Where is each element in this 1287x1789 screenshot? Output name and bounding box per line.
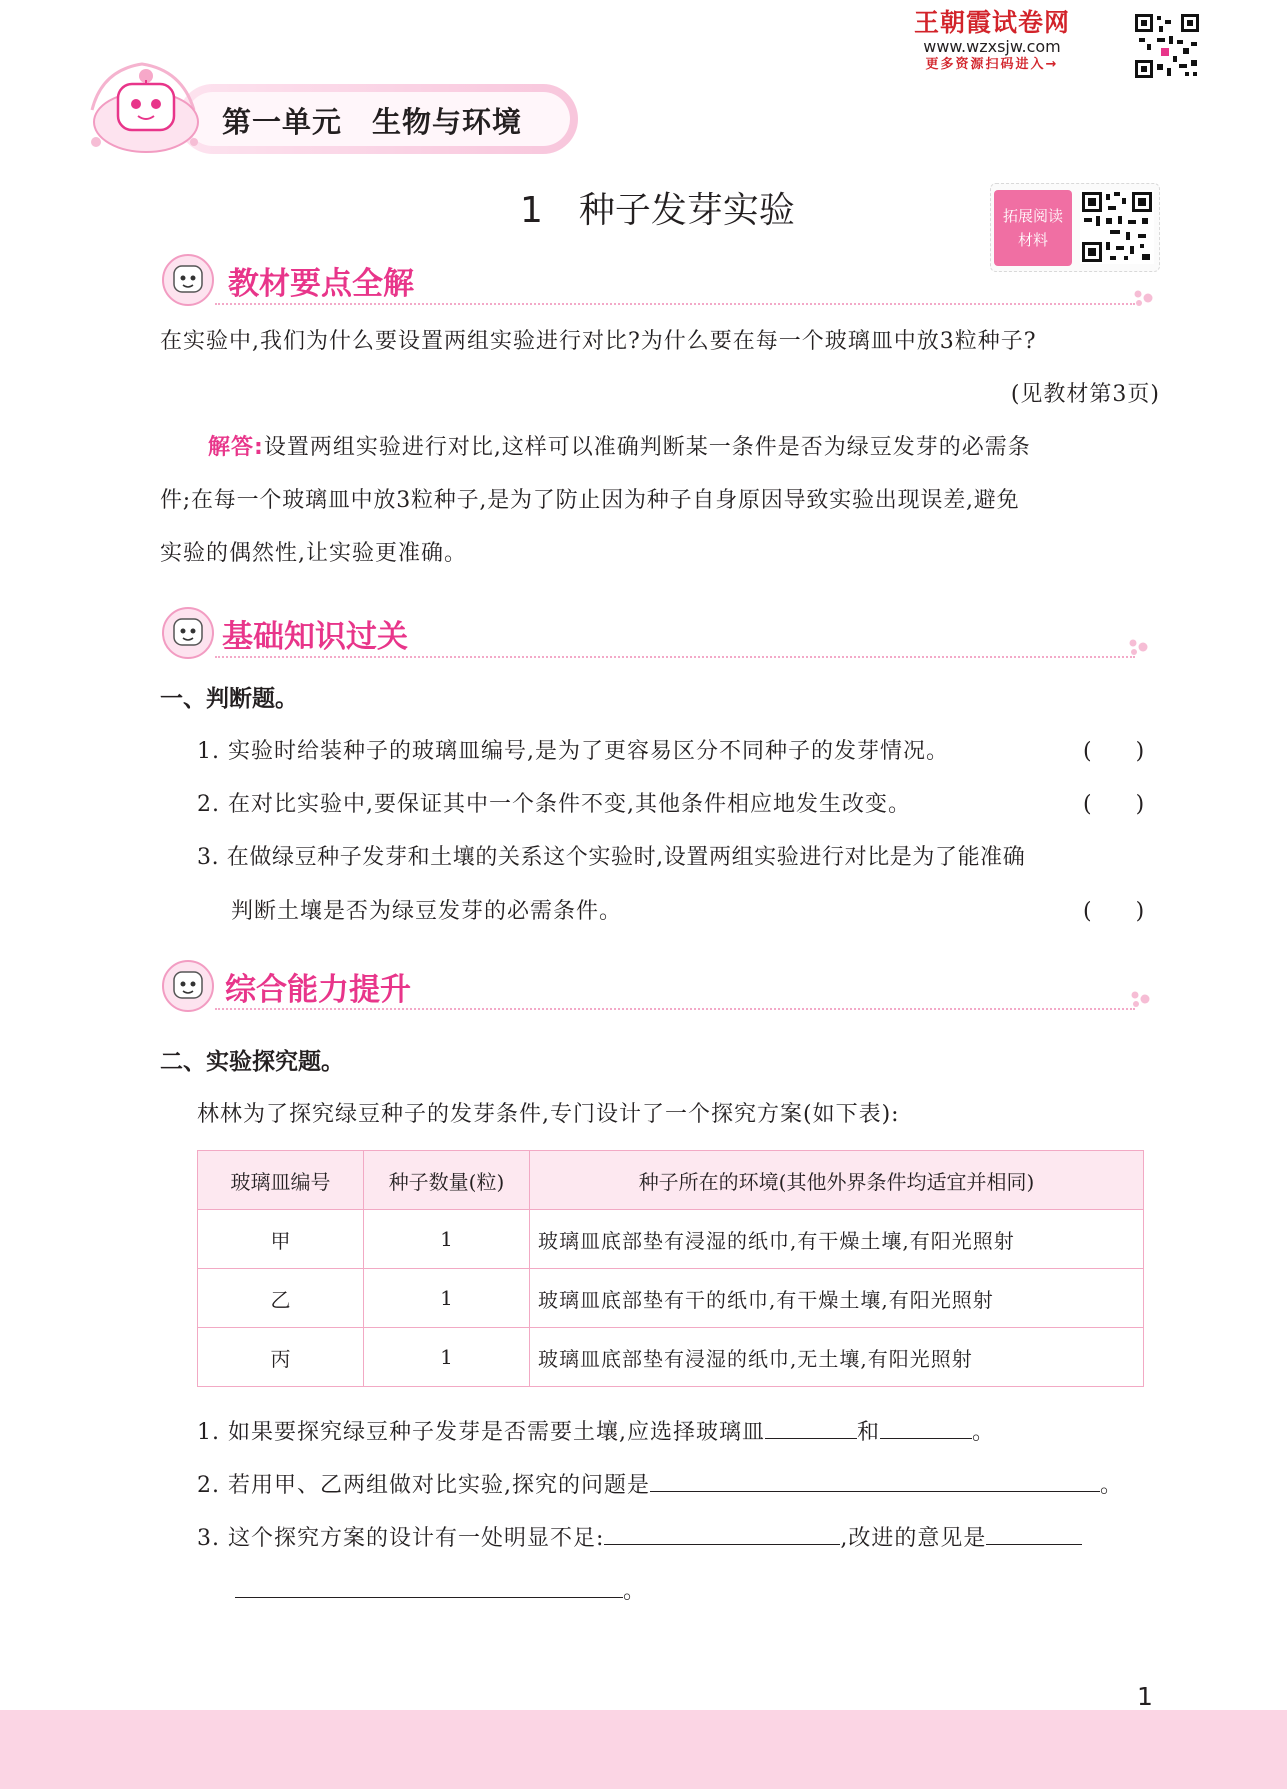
fill-question-3-continuation xyxy=(235,1574,646,1605)
section-title-comprehensive: 综合能力提升 xyxy=(225,972,411,1008)
experiment-heading: 二、实验探究题。 xyxy=(160,1049,344,1075)
page-number: 1 xyxy=(1137,1682,1153,1711)
fill-blank[interactable] xyxy=(880,1416,972,1439)
section-divider xyxy=(215,303,1135,305)
fill-question-3 xyxy=(197,1521,1082,1552)
judgment-question-3-line-2: 判断土壤是否为绿豆发芽的必需条件。 xyxy=(231,899,623,924)
section-divider xyxy=(215,1008,1135,1010)
brand-qr-code-icon[interactable] xyxy=(1133,12,1201,80)
table-cell: 玻璃皿底部垫有浸湿的纸巾,无土壤,有阳光照射 xyxy=(530,1328,1144,1387)
experiment-table xyxy=(197,1150,1144,1387)
table-row xyxy=(198,1210,1144,1269)
table-cell: 1 xyxy=(364,1269,530,1328)
experiment-intro: 林林为了探究绿豆种子的发芽条件,专门设计了一个探究方案(如下表): xyxy=(197,1102,900,1127)
brand-name: 王朝霞试卷网 xyxy=(913,8,1070,37)
lesson-title: 1 种子发芽实验 xyxy=(520,190,795,231)
extension-qr-code-icon[interactable] xyxy=(1080,190,1154,264)
decoration-dots-icon xyxy=(1127,989,1157,1009)
table-cell: 玻璃皿底部垫有浸湿的纸巾,有干燥土壤,有阳光照射 xyxy=(530,1210,1144,1269)
fill-blank[interactable] xyxy=(986,1522,1082,1545)
fill-question-3-end: 。 xyxy=(623,1579,647,1604)
table-header-cell: 种子数量(粒) xyxy=(364,1151,530,1210)
fill-question-2 xyxy=(197,1468,1123,1499)
table-cell: 玻璃皿底部垫有干的纸巾,有干燥土壤,有阳光照射 xyxy=(530,1269,1144,1328)
judgment-question-2: 2. 在对比实验中,要保证其中一个条件不变,其他条件相应地发生改变。 xyxy=(197,792,911,817)
decoration-dots-icon xyxy=(1125,637,1155,657)
judgment-question-1: 1. 实验时给装种子的玻璃皿编号,是为了更容易区分不同种子的发芽情况。 xyxy=(197,739,949,764)
brand-note: 更多资源扫码进入→ xyxy=(925,57,1059,72)
table-cell: 甲 xyxy=(198,1210,364,1269)
section-title-textbook-points: 教材要点全解 xyxy=(228,266,414,302)
fill-question-3-mid: ,改进的意见是 xyxy=(840,1526,987,1551)
mascot-icon xyxy=(82,50,212,160)
table-cell: 乙 xyxy=(198,1269,364,1328)
fill-blank[interactable] xyxy=(650,1469,1100,1492)
judgment-question-3-line-1: 3. 在做绿豆种子发芽和土壤的关系这个实验时,设置两组实验进行对比是为了能准确 xyxy=(197,845,1026,870)
answer-line-3: 实验的偶然性,让实验更准确。 xyxy=(160,541,467,566)
extension-reading-label[interactable] xyxy=(994,190,1072,266)
answer-line-1 xyxy=(208,421,1158,475)
textbook-question: 在实验中,我们为什么要设置两组实验进行对比?为什么要在每一个玻璃皿中放3粒种子? xyxy=(160,329,1037,354)
answer-line-2: 件;在每一个玻璃皿中放3粒种子,是为了防止因为种子自身原因导致实验出现误差,避免 xyxy=(160,488,1020,513)
table-cell: 1 xyxy=(364,1210,530,1269)
table-header-cell: 种子所在的环境(其他外界条件均适宜并相同) xyxy=(530,1151,1144,1210)
unit-title: 第一单元 生物与环境 xyxy=(222,105,523,139)
judgment-heading: 一、判断题。 xyxy=(160,686,298,712)
section-mascot-icon xyxy=(158,958,218,1014)
answer-paren-3[interactable]: ( ) xyxy=(1083,899,1145,924)
fill-blank[interactable] xyxy=(604,1522,840,1545)
fill-question-1-end: 。 xyxy=(972,1420,996,1445)
fill-question-2-text: 2. 若用甲、乙两组做对比实验,探究的问题是 xyxy=(197,1473,650,1498)
section-mascot-icon xyxy=(158,605,218,661)
brand-url[interactable]: www.wzxsjw.com xyxy=(923,37,1061,56)
extension-reading-line2: 材料 xyxy=(1017,231,1048,249)
fill-blank[interactable] xyxy=(235,1575,623,1598)
answer-text-1: 设置两组实验进行对比,这样可以准确判断某一条件是否为绿豆发芽的必需条 xyxy=(263,435,1031,460)
brand-block xyxy=(914,10,1070,71)
table-cell: 1 xyxy=(364,1328,530,1387)
table-header-row xyxy=(198,1151,1144,1210)
fill-question-3-text: 3. 这个探究方案的设计有一处明显不足: xyxy=(197,1526,605,1551)
section-mascot-icon xyxy=(158,252,218,308)
table-header-cell: 玻璃皿编号 xyxy=(198,1151,364,1210)
section-title-basic-knowledge: 基础知识过关 xyxy=(222,619,408,655)
answer-paren-2[interactable]: ( ) xyxy=(1083,792,1145,817)
table-cell: 丙 xyxy=(198,1328,364,1387)
table-row xyxy=(198,1269,1144,1328)
fill-question-1 xyxy=(197,1415,995,1446)
fill-question-2-end: 。 xyxy=(1099,1473,1123,1498)
fill-blank[interactable] xyxy=(765,1416,857,1439)
textbook-reference: (见教材第3页) xyxy=(1010,382,1160,407)
section-divider xyxy=(215,656,1135,658)
answer-label: 解答: xyxy=(208,435,264,460)
footer-band xyxy=(0,1710,1287,1789)
table-row xyxy=(198,1328,1144,1387)
answer-paren-1[interactable]: ( ) xyxy=(1083,739,1145,764)
decoration-dots-icon xyxy=(1130,288,1160,308)
extension-reading-line1: 拓展阅读 xyxy=(1002,207,1063,225)
fill-question-1-text: 1. 如果要探究绿豆种子发芽是否需要土壤,应选择玻璃皿 xyxy=(197,1420,765,1445)
fill-question-1-and: 和 xyxy=(856,1420,880,1445)
